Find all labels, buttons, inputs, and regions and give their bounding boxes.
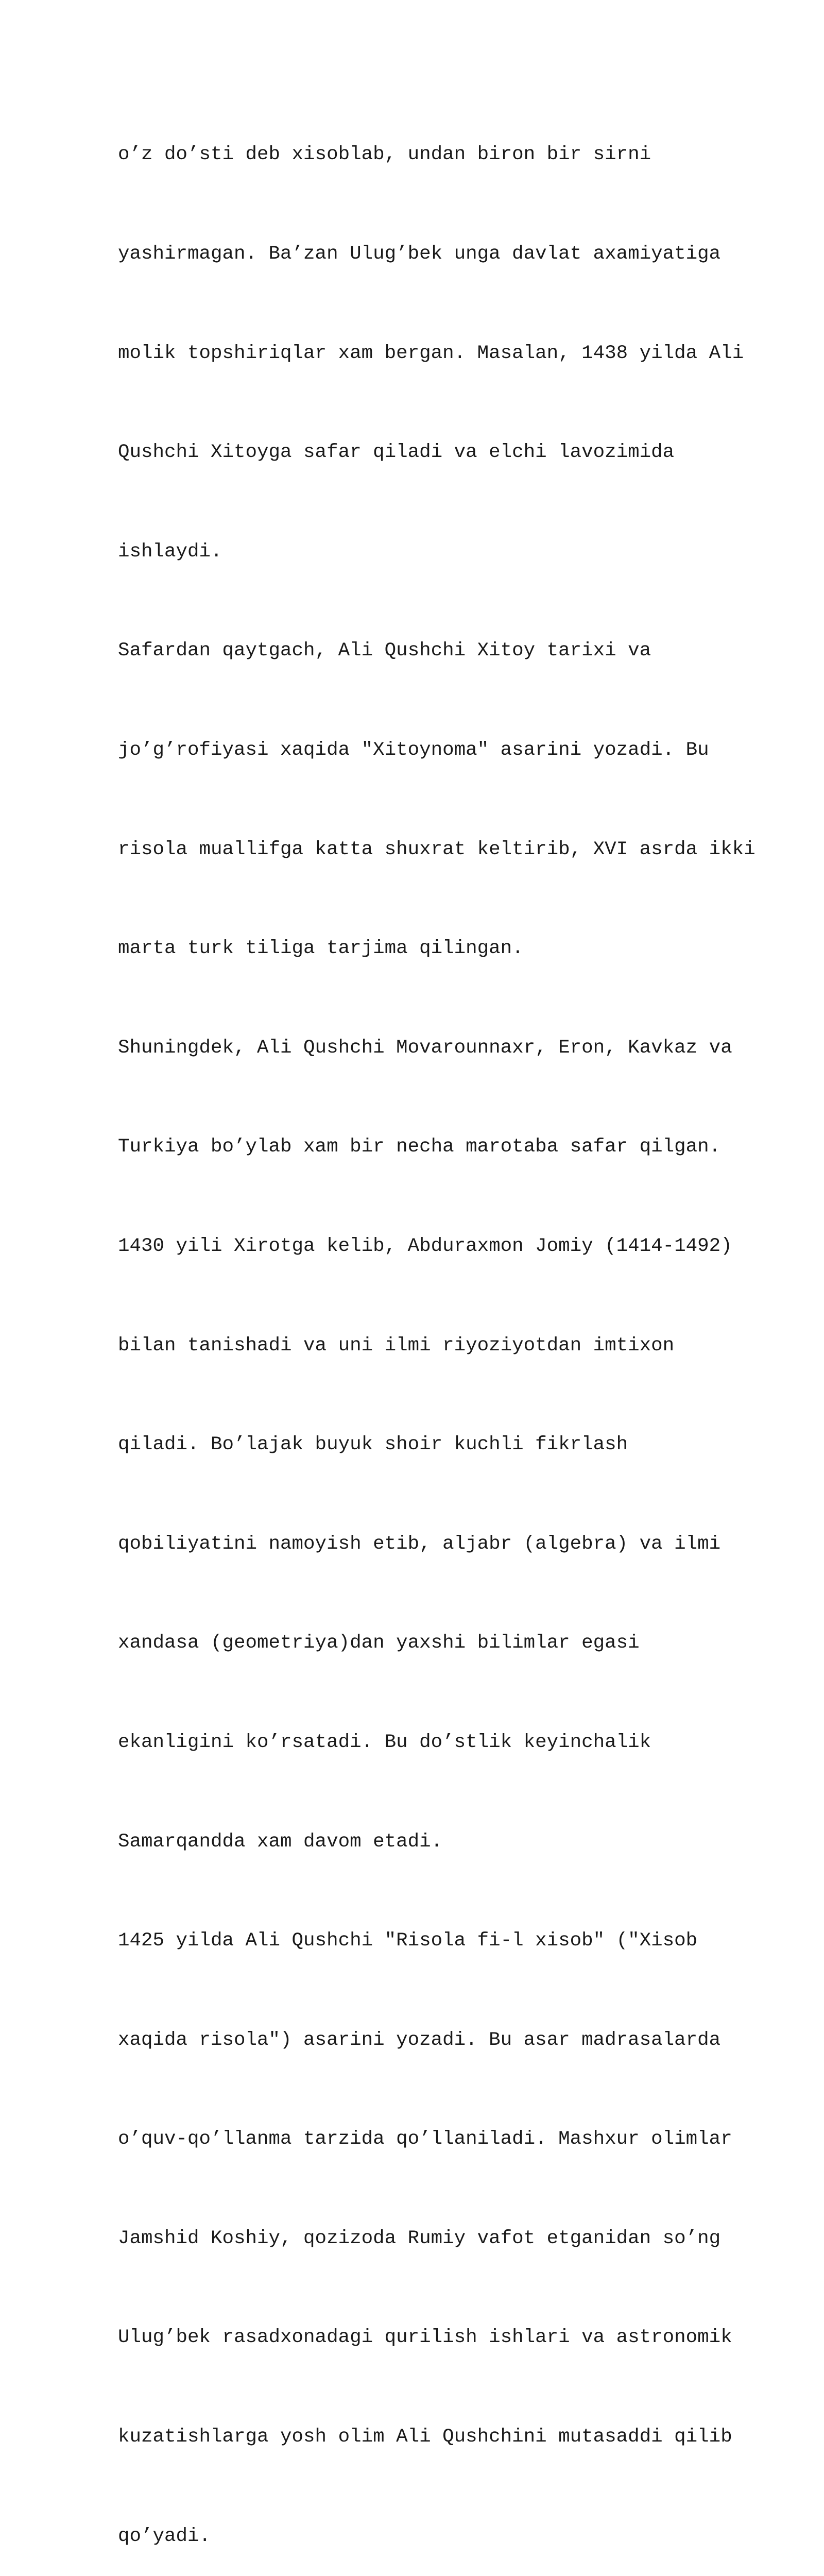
text-line: qo’yadi. — [118, 2525, 211, 2547]
text-line: o’quv-qo’llanma tarzida qo’llaniladi. Mashxur olimlar — [118, 2128, 732, 2150]
text-line: Turkiya bo’ylab xam bir necha marotaba safar qilgan. — [118, 1136, 721, 1158]
text-line: Ulug’bek rasadxonadagi qurilish ishlari va astronomik — [118, 2327, 732, 2349]
text-line: marta turk tiliga tarjima qilingan. — [118, 938, 524, 960]
text-line: xandasa (geometriya)dan yaxshi bilimlar egasi — [118, 1632, 640, 1654]
text-line: Shuningdek, Ali Qushchi Movarounnaxr, Eron, Kavkaz va — [118, 1037, 732, 1059]
text-line: 1430 yili Xirotga kelib, Abduraxmon Jomiy (1414-1492) — [118, 1235, 732, 1257]
text-line: Samarqandda xam davom etadi. — [118, 1831, 443, 1853]
text-line: risola muallifga katta shuxrat keltirib, XVI asrda ikki — [118, 838, 756, 860]
text-line: yashirmagan. Ba’zan Ulug’bek unga davlat axamiyatiga — [118, 243, 721, 265]
text-line: ishlaydi. — [118, 540, 222, 563]
text-line: o’z do’sti deb xisoblab, undan biron bir sirni — [118, 144, 651, 166]
text-line: Qushchi Xitoyga safar qiladi va elchi lavozimida — [118, 442, 675, 464]
body-text — [118, 72, 787, 2576]
text-line: Safardan qaytgach, Ali Qushchi Xitoy tarixi va — [118, 640, 651, 662]
text-line: jo’g’rofiyasi xaqida "Xitoynoma" asarini yozadi. Bu — [118, 739, 709, 761]
text-line: kuzatishlarga yosh olim Ali Qushchini mutasaddi qilib — [118, 2426, 732, 2448]
text-line: Jamshid Koshiy, qozizoda Rumiy vafot etganidan so’ng — [118, 2227, 721, 2249]
text-line: molik topshiriqlar xam bergan. Masalan, 1438 yilda Ali — [118, 342, 744, 364]
text-line: qiladi. Bo’lajak buyuk shoir kuchli fikrlash — [118, 1434, 628, 1456]
text-line: bilan tanishadi va uni ilmi riyoziyotdan imtixon — [118, 1334, 675, 1357]
text-line: ekanligini ko’rsatadi. Bu do’stlik keyinchalik — [118, 1731, 651, 1753]
text-line: 1425 yilda Ali Qushchi "Risola fi-l xisob" ("Xisob — [118, 1930, 698, 1952]
text-line: xaqida risola") asarini yozadi. Bu asar madrasalarda — [118, 2029, 721, 2051]
text-line: qobiliyatini namoyish etib, aljabr (algebra) va ilmi — [118, 1533, 721, 1555]
